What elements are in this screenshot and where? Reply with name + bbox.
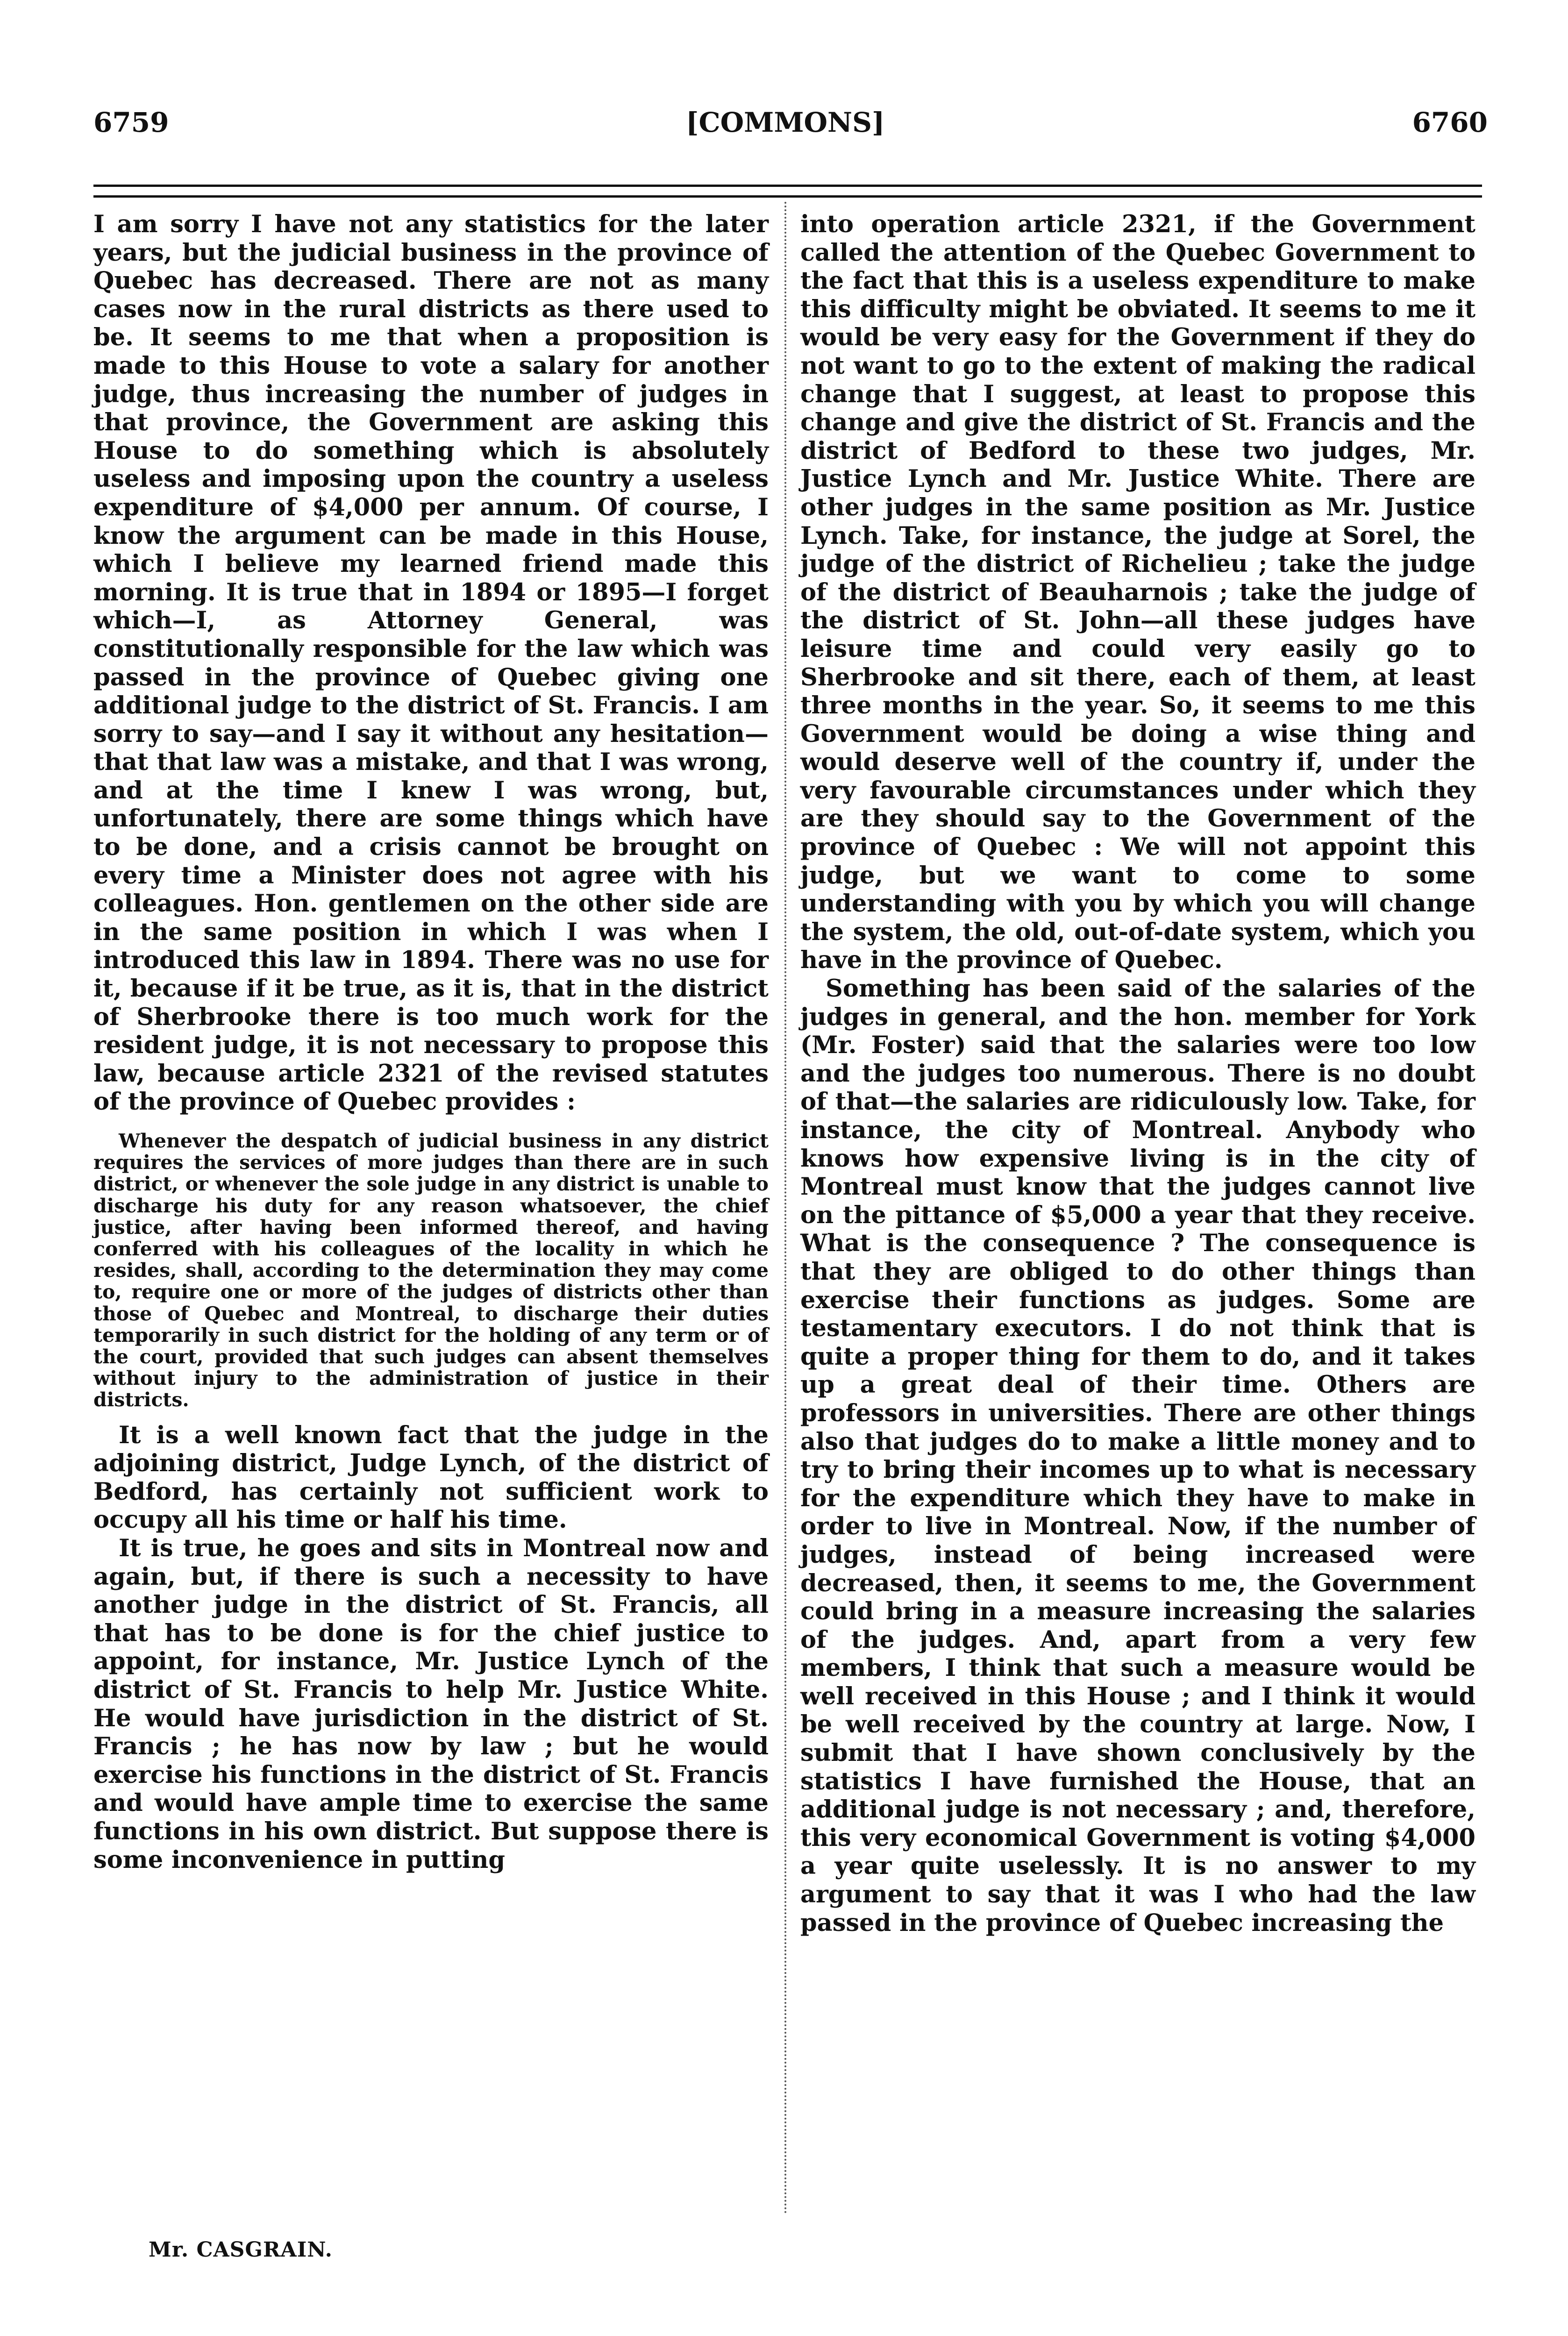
left-paragraph-3: It is true, he goes and sits in Montreal now and again, but, if there is such a necessity to have another judge in the district of St. Francis, all that has to be done is for the chief justice to appoint, for instance, Mr. Justice Lynch of the district of St. Francis to help Mr. Justice White. He would have jurisdiction in the district of St. Francis ; he has now by law ; but he would exercise his functions in the district of St. Francis and would have ample time to exercise the same functions in his own district. But suppose there is some inconvenience in putting [93,1534,769,1874]
speaker-footer: Mr. CASGRAIN. [149,2238,333,2262]
column-divider [784,202,786,2215]
page-title: [COMMONS] [686,107,885,138]
header-rule-top [93,185,1482,187]
left-column [93,210,769,1874]
left-page-number: 6759 [93,107,169,138]
statute-quote: Whenever the despatch of judicial business in any district requires the services of more judges than there are in such district, or whenever the sole judge in any district is unable to discharge his duty for any reason whatsoever, the chief justice, after having been informed thereof, and having conferred with his colleagues of the locality in which he resides, shall, according to the determination they may come to, require one or more of the judges of districts other than those of Quebec and Montreal, to discharge their duties temporarily in such district for the holding of any term or of the court, provided that such judges can absent themselves without injury to the administration of justice in their districts. [93,1130,769,1411]
left-paragraph-1: I am sorry I have not any statistics for the later years, but the judicial business in the province of Quebec has decreased. There are not as many cases now in the rural districts as there used to be. It seems to me that when a proposition is made to this House to vote a salary for another judge, thus increasing the number of judges in that province, the Government are asking this House to do something which is absolutely useless and imposing upon the country a useless expenditure of $4,000 per annum. Of course, I know the argument can be made in this House, which I believe my learned friend made this morning. It is true that in 1894 or 1895—I forget which—I, as Attorney General, was constitutionally responsible for the law which was passed in the province of Quebec giving one additional judge to the district of St. Francis. I am sorry to say—and I say it without any hesitation—that that law was a mistake, and that I was wrong, and at the time I knew I was wrong, but, unfortunately, there are some things which have to be done, and a crisis cannot be brought on every time a Minister does not agree with his colleagues. Hon. gentlemen on the other side are in the same position in which I was when I introduced this law in 1894. There was no use for it, because if it be true, as it is, that in the district of Sherbrooke there is too much work for the resident judge, it is not necessary to propose this law, because article 2321 of the revised statutes of the province of Quebec provides : [93,210,769,1116]
left-paragraph-2: It is a well known fact that the judge in the adjoining district, Judge Lynch, of the district of Bedford, has certainly not sufficient work to occupy all his time or half his time. [93,1421,769,1534]
right-page-number: 6760 [1412,107,1488,138]
right-paragraph-1: into operation article 2321, if the Government called the attention of the Quebec Government to the fact that this is a useless expenditure to make this difficulty might be obviated. It seems to me it would be very easy for the Government if they do not want to go to the extent of making the radical change that I suggest, at least to propose this change and give the district of St. Francis and the district of Bedford to these two judges, Mr. Justice Lynch and Mr. Justice White. There are other judges in the same position as Mr. Justice Lynch. Take, for instance, the judge at Sorel, the judge of the district of Richelieu ; take the judge of the district of Beauharnois ; take the judge of the district of St. John—all these judges have leisure time and could very easily go to Sherbrooke and sit there, each of them, at least three months in the year. So, it seems to me this Government would be doing a wise thing and would deserve well of the country if, under the very favourable circumstances under which they are they should say to the Government of the province of Quebec : We will not appoint this judge, but we want to come to some understanding with you by which you will change the system, the old, out-of-date system, which you have in the province of Quebec. [800,210,1475,975]
right-column [800,210,1475,1937]
header-rule-bottom [93,195,1482,198]
right-paragraph-2: Something has been said of the salaries of the judges in general, and the hon. member for York (Mr. Foster) said that the salaries were too low and the judges too numerous. There is no doubt of that—the salaries are ridiculously low. Take, for instance, the city of Montreal. Anybody who knows how expensive living is in the city of Montreal must know that the judges cannot live on the pittance of $5,000 a year that they receive. What is the consequence ? The consequence is that they are obliged to do other things than exercise their functions as judges. Some are testamentary executors. I do not think that is quite a proper thing for them to do, and it takes up a great deal of their time. Others are professors in universities. There are other things also that judges do to make a little money and to try to bring their incomes up to what is necessary for the expenditure which they have to make in order to live in Montreal. Now, if the number of judges, instead of being increased were decreased, then, it seems to me, the Government could bring in a measure increasing the salaries of the judges. And, apart from a very few members, I think that such a measure would be well received in this House ; and I think it would be well received by the country at large. Now, I submit that I have shown conclusively by the statistics I have furnished the House, that an additional judge is not necessary ; and, therefore, this very economical Government is voting $4,000 a year quite uselessly. It is no answer to my argument to say that it was I who had the law passed in the province of Quebec increasing the [800,975,1475,1937]
